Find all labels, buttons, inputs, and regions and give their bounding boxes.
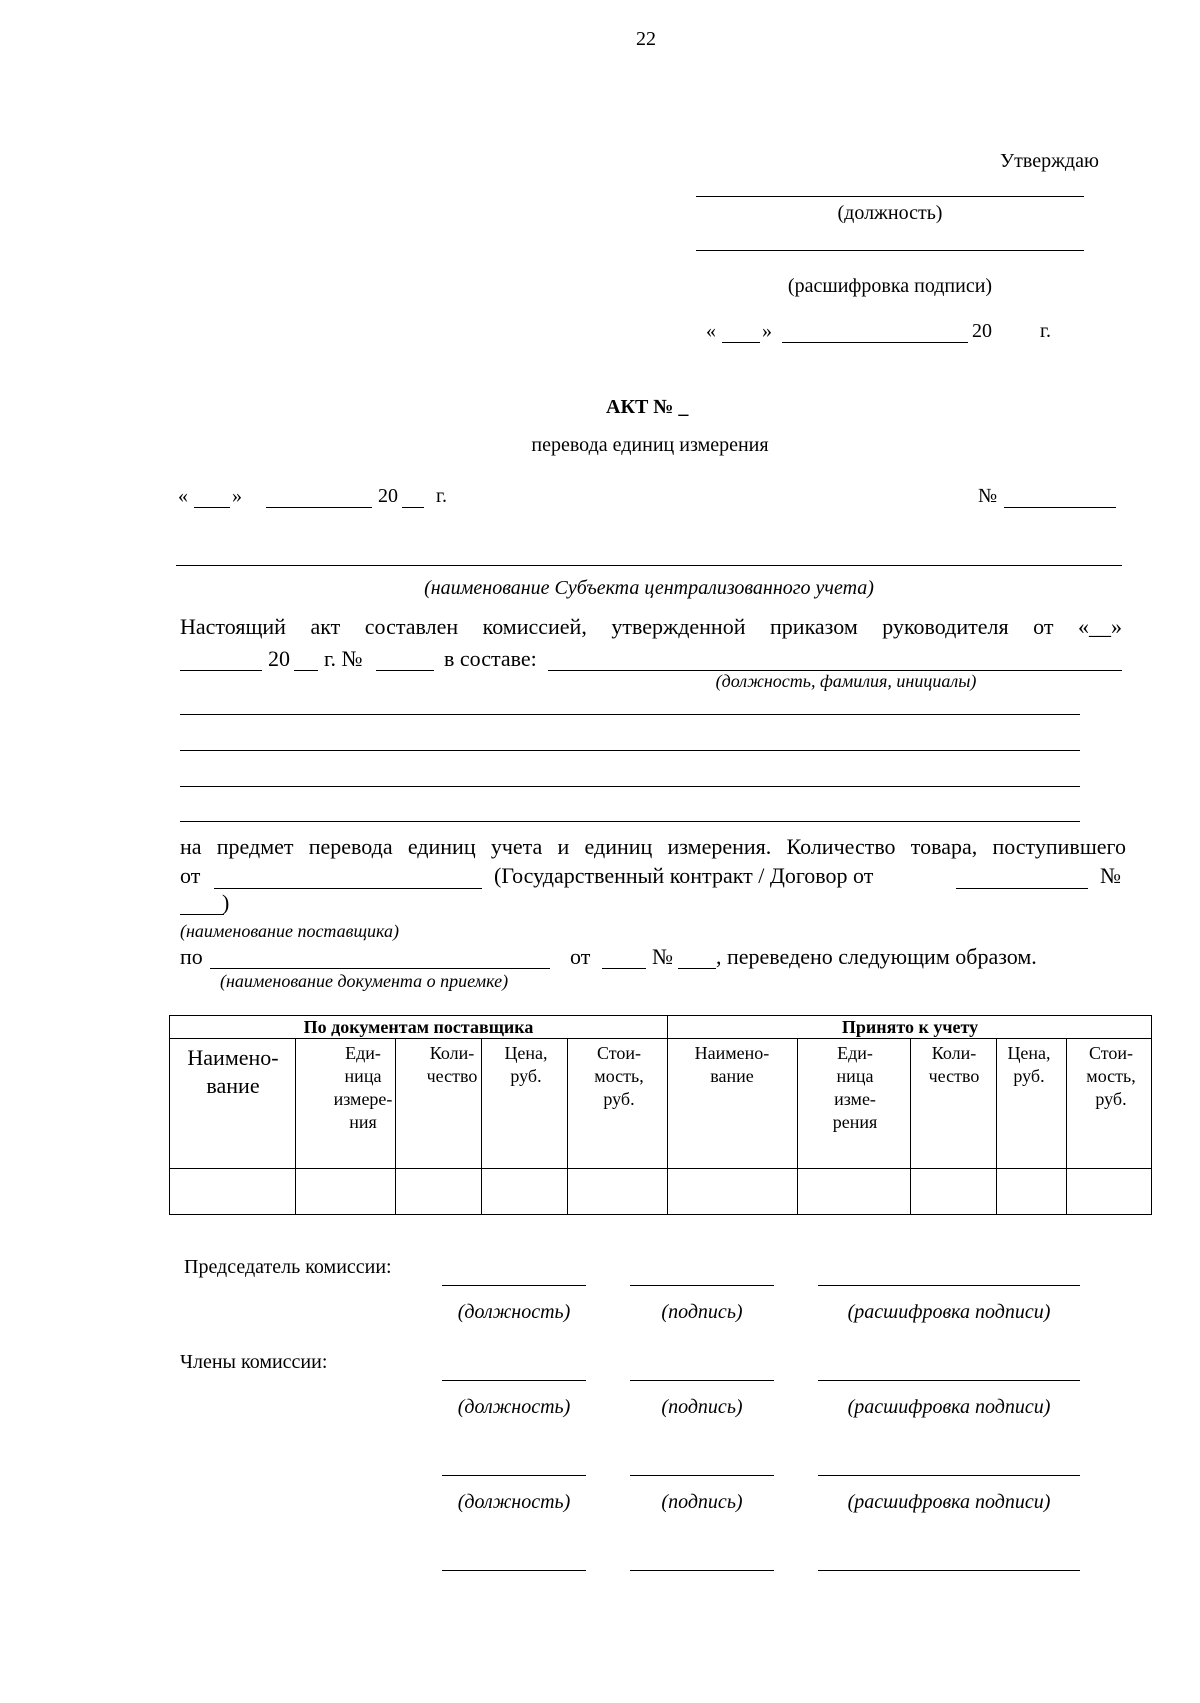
doc-number-label: № [652, 944, 673, 969]
act-number-label: № [978, 485, 998, 507]
approval-signature-line [696, 250, 1084, 251]
act-day-line [194, 507, 230, 508]
contract-number-line [180, 914, 224, 915]
act-date-year: 20 [378, 485, 398, 507]
by-label: по [180, 944, 203, 969]
member3-decode-line [818, 1570, 1080, 1571]
act-date-open: « [178, 485, 188, 507]
col-divider-9 [1066, 1038, 1067, 1214]
approval-position-caption: (должность) [837, 202, 943, 224]
member1-position-caption: (должность) [457, 1396, 571, 1418]
chairman-sign-caption: (подпись) [661, 1301, 743, 1323]
approval-position-line [696, 196, 1084, 197]
col-divider-7 [910, 1038, 911, 1214]
doc-caption: (наименование документа о приемке) [220, 971, 509, 991]
chairman-sign-line [630, 1285, 774, 1286]
member1-decode-line [818, 1380, 1080, 1381]
col-header-right-unit: Еди-ница изме-рения [832, 1043, 878, 1132]
approval-date-close: » [762, 320, 772, 342]
order-date-line [180, 670, 262, 671]
member2-position-caption: (должность) [457, 1491, 571, 1513]
col-divider-group [667, 1016, 668, 1214]
chairman-label: Председатель комиссии: [184, 1256, 392, 1278]
contract-close-paren: ) [222, 890, 230, 915]
member-line-1 [180, 714, 1080, 715]
member1-decode-caption: (расшифровка подписи) [847, 1396, 1051, 1418]
act-title: АКТ № _ [606, 396, 689, 418]
subject-text: на предмет перевода единиц учета и единиц измерения. Количество товара, поступившего [180, 834, 1126, 859]
col-header-right-cost: Стои-мость, руб. [1086, 1043, 1136, 1109]
member2-decode-line [818, 1475, 1080, 1476]
approval-day-line [722, 342, 760, 343]
members-label: Члены комиссии: [180, 1351, 328, 1373]
doc-from-label: от [570, 944, 591, 969]
approval-date-suffix: г. [1040, 320, 1051, 342]
approval-title: Утверждаю [1000, 150, 1099, 172]
supplier-line [214, 888, 482, 889]
contract-number-label: № [1100, 863, 1121, 888]
member1-position-line [442, 1380, 586, 1381]
chairman-position-line [442, 1285, 586, 1286]
col-header-left-cost: Стои-мость, руб. [594, 1043, 644, 1109]
result-text: , переведено следующим образом. [716, 944, 1037, 969]
chairman-decode-caption: (расшифровка подписи) [847, 1301, 1051, 1323]
member-line-4 [180, 821, 1080, 822]
col-divider-6 [797, 1038, 798, 1214]
group-accepted: Принято к учету [841, 1017, 979, 1037]
col-header-left-name: Наимено-вание [187, 1045, 279, 1098]
col-header-left-price: Цена, руб. [504, 1043, 548, 1086]
col-divider-4 [567, 1038, 568, 1214]
act-year-line [402, 507, 424, 508]
order-year: 20 [268, 646, 290, 671]
act-subtitle: перевода единиц измерения [531, 434, 769, 456]
doc-number-line [678, 968, 716, 969]
commission-text: Настоящий акт составлен комиссией, утвержденной приказом руководителя от «__» [180, 614, 1122, 639]
col-header-left-qty: Коли-чество [426, 1043, 478, 1086]
approval-signature-caption: (расшифровка подписи) [787, 275, 993, 297]
conversion-table [169, 1015, 1152, 1215]
approval-date-year: 20 [972, 320, 992, 342]
col-divider-1 [295, 1038, 296, 1214]
member-line-2 [180, 750, 1080, 751]
col-header-left-unit: Еди-ница измере-ния [333, 1043, 393, 1132]
act-month-line [266, 507, 372, 508]
member2-position-line [442, 1475, 586, 1476]
col-header-right-price: Цена, руб. [1007, 1043, 1051, 1086]
supplier-caption: (наименование поставщика) [180, 921, 400, 941]
act-date-suffix: г. [436, 485, 447, 507]
from-label: от [180, 863, 201, 888]
col-header-right-name: Наимено-вание [694, 1043, 770, 1086]
table-group-divider-left [170, 1038, 668, 1039]
member1-sign-line [630, 1380, 774, 1381]
member2-sign-caption: (подпись) [661, 1491, 743, 1513]
contract-date-line [956, 888, 1088, 889]
chairman-position-caption: (должность) [457, 1301, 571, 1323]
order-number-line [376, 670, 434, 671]
member3-position-line [442, 1570, 586, 1571]
order-number-label: г. № [324, 646, 363, 671]
composition-label: в составе: [444, 646, 537, 671]
chairman-decode-line [818, 1285, 1080, 1286]
approval-date-open: « [706, 320, 716, 342]
doc-date-line [602, 968, 646, 969]
member-line-3 [180, 786, 1080, 787]
act-date-close: » [232, 485, 242, 507]
contract-label: (Государственный контракт / Договор от [494, 863, 874, 888]
member3-sign-line [630, 1570, 774, 1571]
members-caption: (должность, фамилия, инициалы) [715, 671, 977, 691]
entity-line [176, 565, 1122, 566]
act-number-line [1004, 507, 1116, 508]
entity-caption: (наименование Субъекта централизованного учета) [424, 577, 874, 599]
member2-sign-line [630, 1475, 774, 1476]
order-year-line [294, 670, 318, 671]
member1-sign-caption: (подпись) [661, 1396, 743, 1418]
approval-month-line [782, 342, 968, 343]
doc-name-line [210, 968, 550, 969]
col-header-right-qty: Коли-чество [928, 1043, 980, 1086]
page-number: 22 [636, 28, 656, 50]
member2-decode-caption: (расшифровка подписи) [847, 1491, 1051, 1513]
table-header-bottom [170, 1168, 1151, 1169]
group-supplier-docs: По документам поставщика [303, 1017, 534, 1037]
